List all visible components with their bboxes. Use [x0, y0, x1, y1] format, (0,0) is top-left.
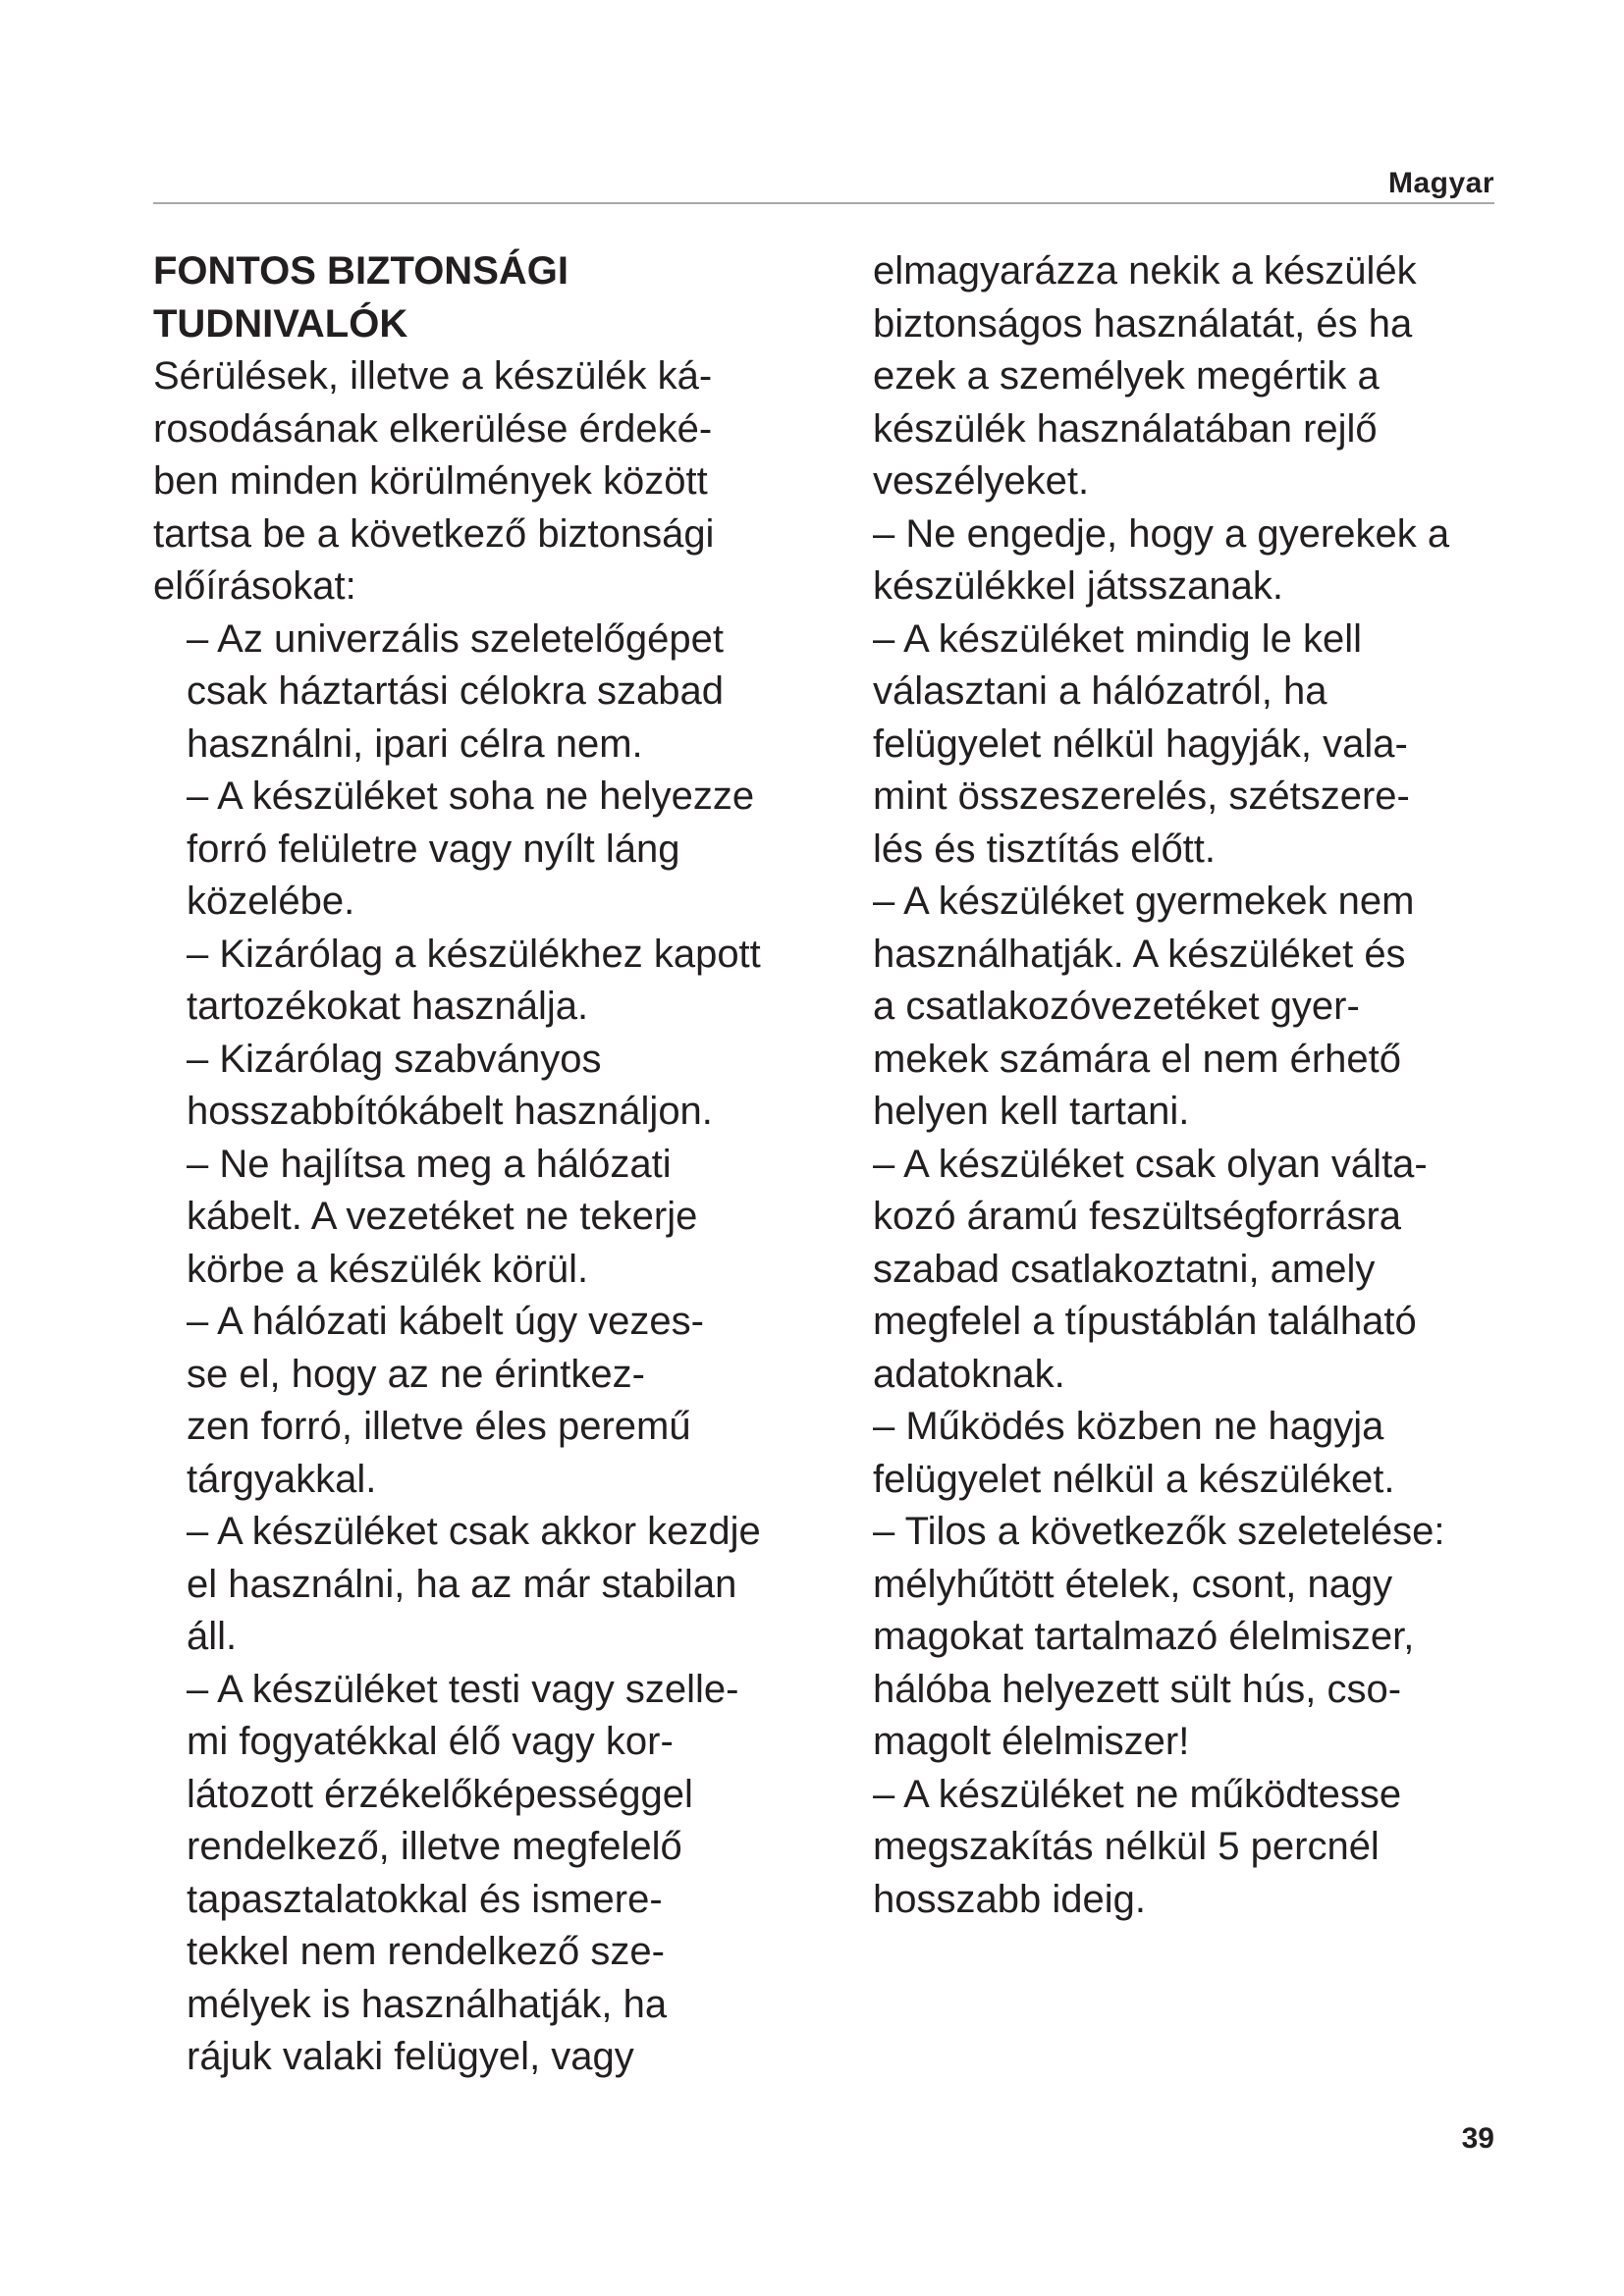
- safety-item-line: megszakítás nélkül 5 percnél: [873, 1825, 1380, 1868]
- safety-item-line: el használni, ha az már stabilan: [187, 1562, 737, 1606]
- safety-item-line: elmagyarázza nekik a készülék: [873, 249, 1417, 293]
- safety-item-line: készülék használatában rejlő: [873, 406, 1378, 451]
- safety-item-line: lés és tisztítás előtt.: [873, 827, 1217, 871]
- safety-item-line: megfelel a típustáblán található: [873, 1300, 1417, 1343]
- safety-item-line: készülékkel játsszanak.: [873, 564, 1283, 608]
- safety-item-line: – A készüléket soha ne helyezze: [187, 774, 755, 818]
- safety-item-line: tartozékokat használja.: [187, 985, 589, 1028]
- left-column: [153, 245, 860, 2084]
- safety-item-line: forró felületre vagy nyílt láng: [187, 827, 680, 871]
- safety-item-line: – A készüléket mindig le kell: [873, 616, 1363, 661]
- safety-item-line: – A készüléket testi vagy szelle-: [187, 1667, 739, 1711]
- safety-item-line: magolt élelmiszer!: [873, 1720, 1190, 1763]
- safety-item-line: – Működés közben ne hagyja: [873, 1405, 1384, 1448]
- safety-item-line: csak háztartási célokra szabad: [187, 669, 724, 713]
- section-heading-line-2: TUDNIVALÓK: [153, 301, 408, 346]
- safety-item-line: áll.: [187, 1615, 238, 1658]
- safety-item-line: – A készüléket csak olyan válta-: [873, 1142, 1428, 1186]
- safety-item-line: mint összeszerelés, szétszere-: [873, 774, 1410, 818]
- safety-item-line: látozott érzékelőképességgel: [187, 1772, 693, 1816]
- section-heading-line-1: FONTOS BIZTONSÁGI: [153, 249, 568, 293]
- safety-item-line: felügyelet nélkül hagyják, vala-: [873, 721, 1408, 766]
- safety-item-line: kábelt. A vezetéket ne tekerje: [187, 1195, 698, 1238]
- right-column: [873, 245, 1541, 1926]
- safety-item-line: választani a hálózatról, ha: [873, 669, 1327, 713]
- safety-item-line: felügyelet nélkül a készüléket.: [873, 1457, 1395, 1501]
- safety-item-line: mi fogyatékkal élő vagy kor-: [187, 1720, 674, 1763]
- safety-item-line: helyen kell tartani.: [873, 1090, 1190, 1133]
- safety-item-line: – Kizárólag a készülékhez kapott: [187, 932, 761, 976]
- safety-item-line: se el, hogy az ne érintkez-: [187, 1352, 645, 1396]
- safety-item-line: – A készüléket csak akkor kezdje: [187, 1510, 761, 1553]
- intro-line: ben minden körülmények között: [153, 459, 708, 503]
- intro-line: Sérülések, illetve a készülék ká-: [153, 354, 713, 398]
- header-divider: [153, 202, 1494, 204]
- safety-item-line: a csatlakozóvezetéket gyer-: [873, 985, 1360, 1028]
- safety-item-line: mekek számára el nem érhető: [873, 1037, 1402, 1081]
- safety-item-line: hosszabb ideig.: [873, 1877, 1146, 1921]
- language-label: Magyar: [1387, 167, 1494, 199]
- intro-line: előírásokat:: [153, 564, 356, 608]
- safety-item-line: veszélyeket.: [873, 459, 1090, 503]
- safety-item-line: – Kizárólag szabványos: [187, 1037, 602, 1081]
- safety-item-line: mélyhűtött ételek, csont, nagy: [873, 1562, 1393, 1606]
- safety-item-line: hálóba helyezett sült hús, cso-: [873, 1667, 1402, 1711]
- safety-item-line: hosszabbítókábelt használjon.: [187, 1090, 713, 1133]
- safety-item-line: mélyek is használhatják, ha: [187, 1982, 668, 2026]
- safety-item-line: – Ne engedje, hogy a gyerekek a: [873, 511, 1450, 556]
- safety-item-line: adatoknak.: [873, 1352, 1065, 1396]
- safety-item-line: tekkel nem rendelkező sze-: [187, 1930, 665, 1973]
- safety-item-line: kozó áramú feszültségforrásra: [873, 1195, 1402, 1238]
- page-number: 39: [1461, 2122, 1494, 2155]
- safety-item-line: – Az univerzális szeletelőgépet: [187, 616, 724, 661]
- safety-item-line: – A készüléket ne működtesse: [873, 1772, 1402, 1816]
- safety-item-line: használhatják. A készüléket és: [873, 932, 1406, 976]
- safety-item-line: biztonságos használatát, és ha: [873, 301, 1413, 346]
- intro-line: tartsa be a következő biztonsági: [153, 511, 715, 556]
- safety-item-line: magokat tartalmazó élelmiszer,: [873, 1615, 1415, 1658]
- safety-item-line: tapasztalatokkal és ismere-: [187, 1877, 663, 1921]
- safety-item-line: rendelkező, illetve megfelelő: [187, 1825, 682, 1868]
- safety-item-line: közelébe.: [187, 880, 355, 923]
- safety-item-line: – Ne hajlítsa meg a hálózati: [187, 1142, 672, 1186]
- safety-item-line: rájuk valaki felügyel, vagy: [187, 2035, 634, 2078]
- safety-item-line: ezek a személyek megértik a: [873, 354, 1380, 398]
- safety-item-line: – Tilos a következők szeletelése:: [873, 1510, 1445, 1553]
- safety-item-line: – A hálózati kábelt úgy vezes-: [187, 1300, 704, 1343]
- safety-item-line: szabad csatlakoztatni, amely: [873, 1247, 1376, 1291]
- intro-line: rosodásának elkerülése érdeké-: [153, 406, 713, 451]
- safety-item-line: használni, ipari célra nem.: [187, 721, 643, 766]
- safety-item-line: körbe a készülék körül.: [187, 1247, 589, 1291]
- safety-item-line: zen forró, illetve éles peremű: [187, 1405, 691, 1448]
- safety-item-line: – A készüléket gyermekek nem: [873, 880, 1415, 923]
- safety-item-line: tárgyakkal.: [187, 1457, 377, 1501]
